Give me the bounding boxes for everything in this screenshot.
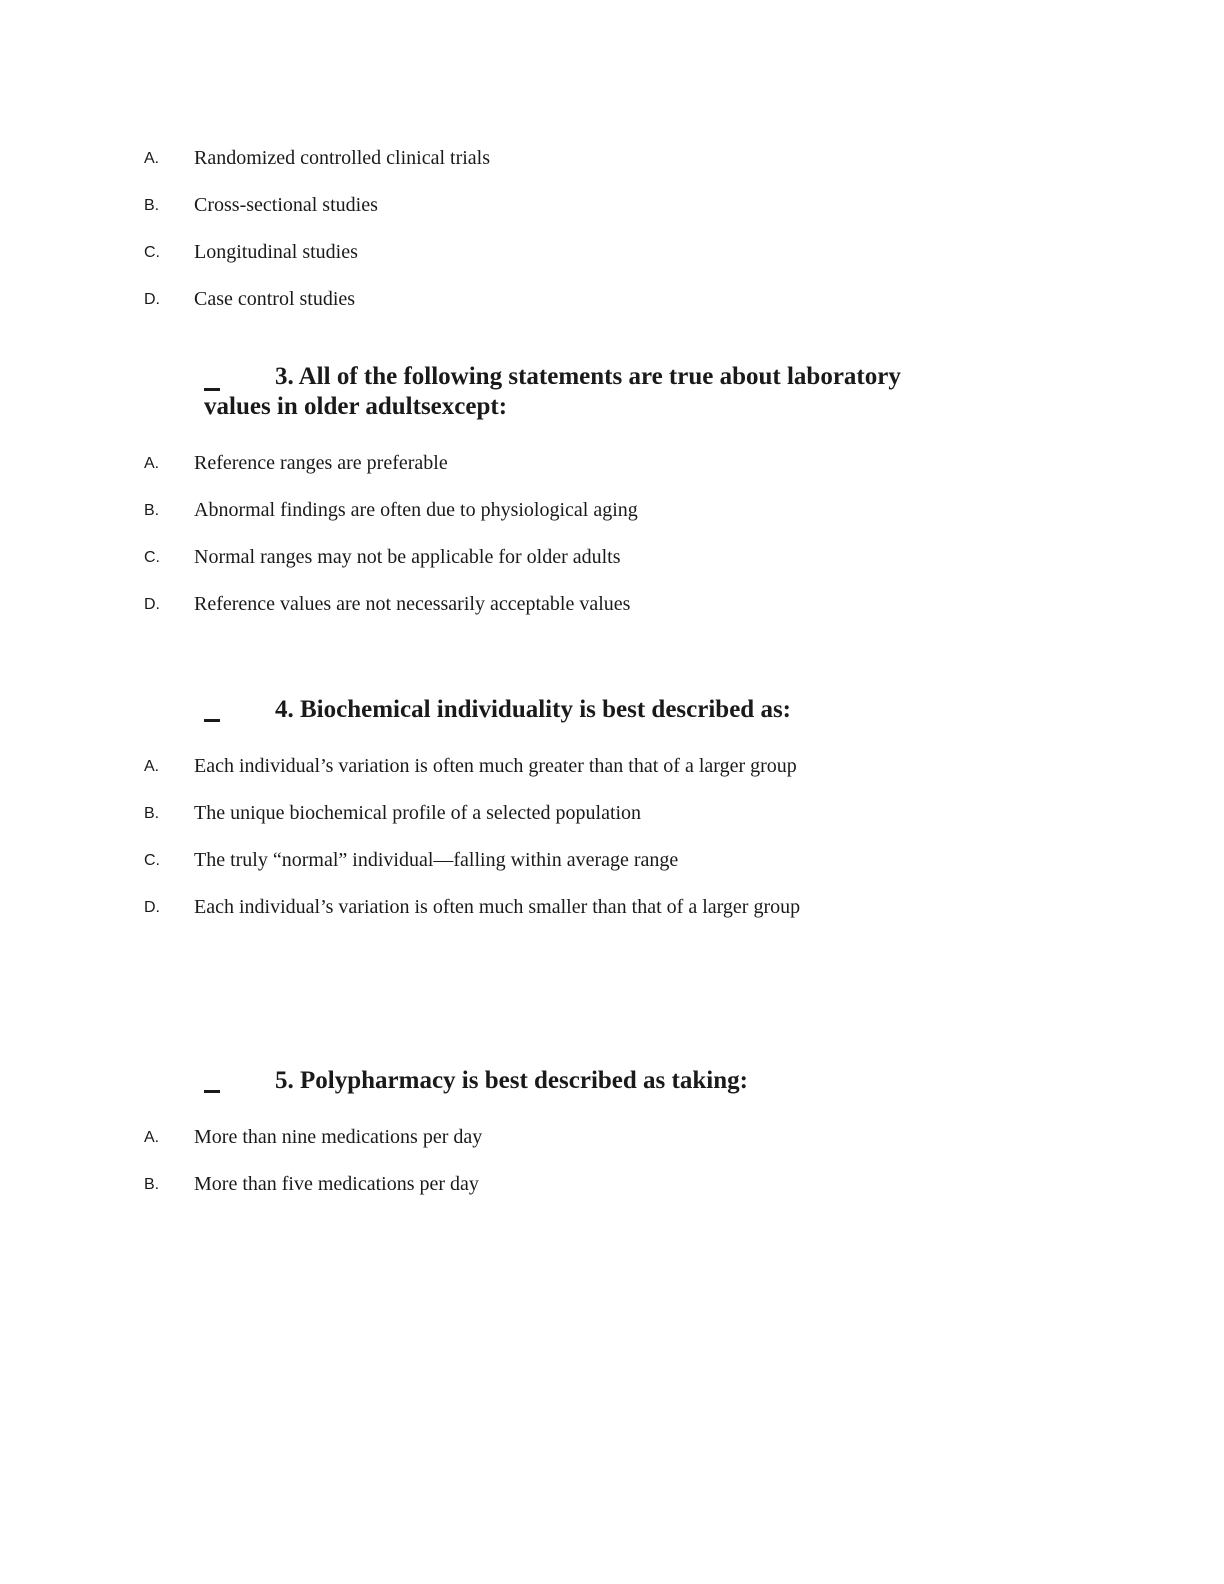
option-text: Each individual’s variation is often much greater than that of a larger group	[194, 755, 797, 777]
option-letter: B.	[144, 197, 160, 214]
option-letter: C.	[144, 852, 160, 869]
option-d	[0, 894, 1000, 924]
option-text: The truly “normal” individual—falling within average range	[194, 849, 679, 871]
option-text: More than five medications per day	[194, 1173, 479, 1195]
option-letter: A.	[144, 1129, 160, 1146]
option-letter: A.	[144, 758, 160, 775]
option-b	[0, 1171, 1000, 1201]
question-text: 5. Polypharmacy is best described as taking:	[275, 1067, 748, 1094]
option-text: Randomized controlled clinical trials	[194, 147, 491, 169]
question-text: 3. All of the following statements are true about laboratory values in older adultsexcept:	[204, 363, 901, 420]
option-d	[0, 591, 1000, 621]
option-c	[0, 847, 1000, 877]
option-c	[0, 544, 1000, 574]
option-b	[0, 800, 1000, 830]
question-text: 4. Biochemical individuality is best described as:	[275, 696, 792, 723]
option-letter: B.	[144, 1176, 160, 1193]
option-c	[0, 239, 1000, 269]
option-text: Normal ranges may not be applicable for older adults	[194, 546, 621, 568]
question-3	[0, 362, 1000, 426]
option-a	[0, 753, 1000, 783]
option-text: More than nine medications per day	[194, 1126, 483, 1148]
option-b	[0, 192, 1000, 222]
option-text: Longitudinal studies	[194, 241, 358, 263]
option-a	[0, 1124, 1000, 1154]
option-letter: C.	[144, 549, 160, 566]
option-letter: D.	[144, 291, 160, 308]
option-letter: D.	[144, 899, 160, 916]
option-text: Abnormal findings are often due to physiological aging	[194, 499, 638, 521]
option-text: Case control studies	[194, 288, 356, 310]
option-letter: A.	[144, 455, 160, 472]
option-text: Cross-sectional studies	[194, 194, 378, 216]
option-letter: D.	[144, 596, 160, 613]
option-text: Reference values are not necessarily acceptable values	[194, 593, 631, 615]
option-text: Each individual’s variation is often much smaller than that of a larger group	[194, 896, 801, 918]
option-b	[0, 497, 1000, 527]
option-a	[0, 450, 1000, 480]
option-text: Reference ranges are preferable	[194, 452, 448, 474]
option-letter: A.	[144, 150, 160, 167]
option-letter: B.	[144, 805, 160, 822]
question-5	[0, 1066, 1000, 1100]
option-letter: B.	[144, 502, 160, 519]
question-4	[0, 695, 1000, 729]
option-d	[0, 286, 1000, 316]
option-text: The unique biochemical profile of a selected population	[194, 802, 642, 824]
option-a	[0, 145, 1000, 175]
option-letter: C.	[144, 244, 160, 261]
